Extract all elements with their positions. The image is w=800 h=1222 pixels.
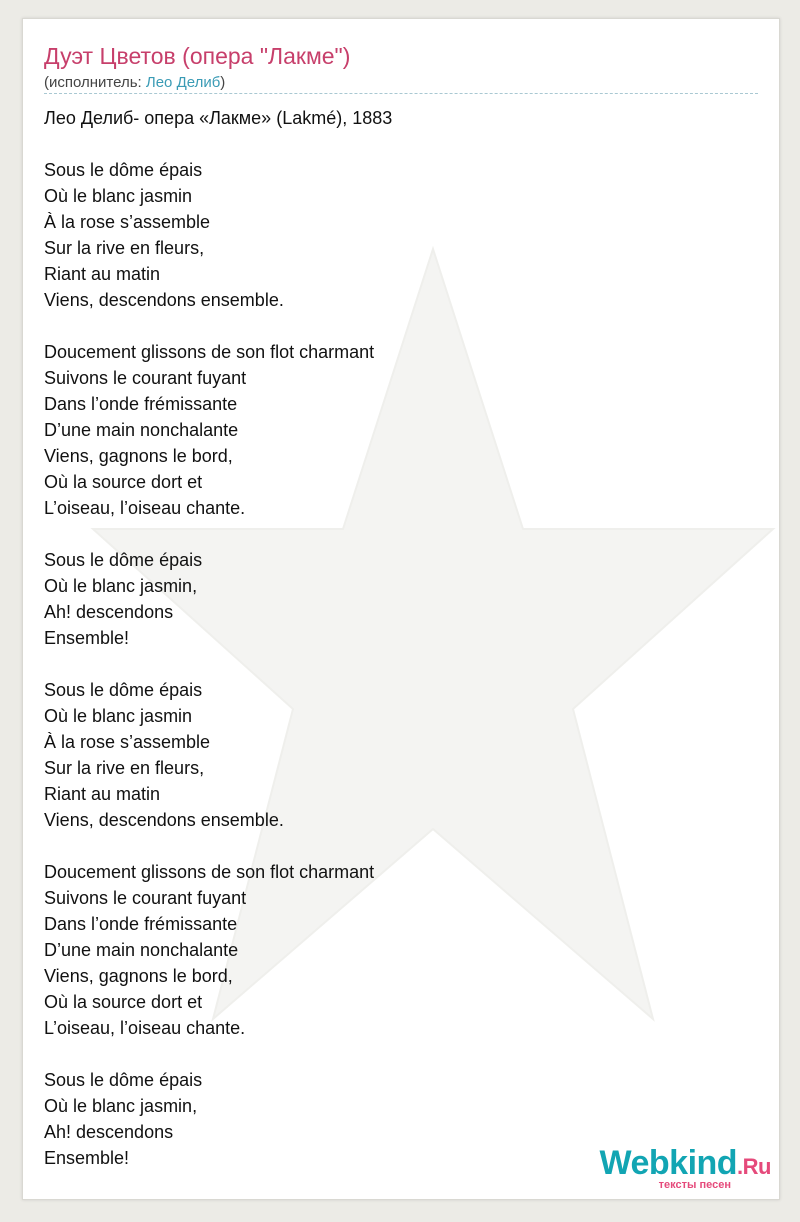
lyric-line: Viens, gagnons le bord,	[44, 966, 233, 986]
lyric-line: Où la source dort et	[44, 472, 203, 492]
artist-link[interactable]: Лео Делиб	[145, 74, 221, 91]
lyrics-card	[22, 18, 780, 1200]
lyric-line: Viens, gagnons le bord,	[44, 446, 233, 466]
lyric-line: Sous le dôme épais	[44, 680, 203, 700]
stanza-gap	[44, 131, 744, 157]
stanza-gap	[44, 651, 744, 677]
lyric-line: Doucement glissons de son flot charmant	[44, 342, 375, 362]
lyric-line: Dans l’onde frémissante	[44, 914, 238, 934]
lyric-line: Ah! descendons	[44, 602, 174, 622]
stanza-gap	[44, 313, 744, 339]
lyric-line: Riant au matin	[44, 264, 161, 284]
lyric-line: Viens, descendons ensemble.	[44, 810, 284, 830]
lyric-line: L’oiseau, l’oiseau chante.	[44, 498, 246, 518]
lyric-line: Où le blanc jasmin	[44, 706, 193, 726]
lyric-line: Sur la rive en fleurs,	[44, 238, 205, 258]
artist-prefix: (исполнитель:	[44, 74, 146, 91]
lyric-line: Où le blanc jasmin,	[44, 1096, 198, 1116]
stanza-gap	[44, 1041, 744, 1067]
lyric-line: À la rose s’assemble	[44, 732, 211, 752]
lyric-line: Sous le dôme épais	[44, 160, 203, 180]
header-divider	[44, 93, 758, 94]
artist-suffix: )	[220, 74, 226, 91]
lyric-line: Sur la rive en fleurs,	[44, 758, 205, 778]
lyric-line: L’oiseau, l’oiseau chante.	[44, 1018, 246, 1038]
lyric-line: Suivons le courant fuyant	[44, 888, 247, 908]
lyric-line: À la rose s’assemble	[44, 212, 211, 232]
lyric-line: Doucement glissons de son flot charmant	[44, 862, 375, 882]
lyric-line: Sous le dôme épais	[44, 550, 203, 570]
lyric-line: D’une main nonchalante	[44, 940, 239, 960]
lyric-line: Dans l’onde frémissante	[44, 394, 238, 414]
logo-tld: .Ru	[737, 1154, 771, 1179]
lyric-line: D’une main nonchalante	[44, 420, 239, 440]
logo-tagline: тексты песен	[658, 1179, 731, 1191]
lyric-line: Ensemble!	[44, 628, 130, 648]
lyric-line: Viens, descendons ensemble.	[44, 290, 284, 310]
lyric-line: Sous le dôme épais	[44, 1070, 203, 1090]
stanza-gap	[44, 833, 744, 859]
lyrics-intro-line: Лео Делиб- опера «Лакме» (Lakmé), 1883	[44, 108, 393, 128]
logo-brand: Webkind	[599, 1144, 738, 1182]
lyric-line: Ah! descendons	[44, 1122, 174, 1142]
lyric-line: Ensemble!	[44, 1148, 130, 1168]
song-title: Дуэт Цветов (опера "Лакме")	[44, 43, 351, 69]
stanza-gap	[44, 521, 744, 547]
artist-line	[44, 74, 225, 91]
lyric-line: Où la source dort et	[44, 992, 203, 1012]
lyric-line: Riant au matin	[44, 784, 161, 804]
lyric-line: Où le blanc jasmin	[44, 186, 193, 206]
lyric-line: Suivons le courant fuyant	[44, 368, 247, 388]
lyrics-text	[44, 105, 744, 1171]
lyric-line: Où le blanc jasmin,	[44, 576, 198, 596]
